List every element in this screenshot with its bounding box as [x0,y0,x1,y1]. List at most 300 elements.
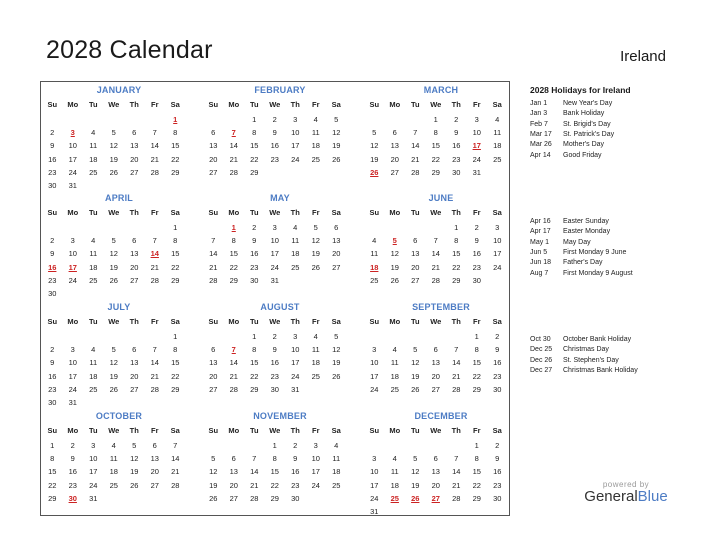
day-cell: 19 [209,480,218,490]
day-cell: 29 [171,167,180,177]
day-cell: 26 [109,167,118,177]
day-cell: 16 [48,371,57,381]
weekday-header: Sa [492,317,502,326]
day-cell: 18 [390,480,399,490]
day-cell: 24 [68,384,77,394]
day-cell: 27 [229,493,238,503]
day-cell: 13 [130,358,139,368]
day-cell: 20 [390,154,399,164]
weekday-header: Sa [170,317,180,326]
day-cell: 12 [130,454,139,464]
day-cell: 30 [493,493,502,503]
weekday-header: Fr [312,208,320,217]
day-cell: 6 [413,236,418,246]
day-cell: 29 [472,384,481,394]
day-cell: 17 [370,480,379,490]
holiday-date: Jan 1 [530,100,548,107]
weekday-header: Tu [88,100,98,109]
day-cell: 12 [332,128,341,138]
day-cell: 14 [452,358,461,368]
day-cell: 4 [91,128,96,138]
day-cell: 3 [293,115,298,124]
weekday-header: Mo [389,100,401,109]
day-cell: 25 [493,154,502,164]
day-cell: 17 [270,249,279,259]
weekday-header: We [108,317,120,326]
holiday-date: Dec 25 [530,346,553,354]
day-cell: 16 [48,154,57,164]
day-cell: 17 [291,141,300,151]
holiday-day-cell: 18 [370,262,379,272]
day-cell: 3 [495,223,500,232]
day-cell: 17 [370,371,379,381]
holiday-item [530,336,631,343]
holiday-item [530,346,609,353]
day-cell: 14 [171,454,180,464]
day-cell: 12 [109,249,118,259]
day-cell: 26 [411,384,420,394]
day-cell: 1 [474,332,479,341]
day-cell: 8 [173,345,178,355]
day-cell: 14 [250,467,259,477]
weekday-header: Mo [389,426,401,435]
day-cell: 12 [209,467,218,477]
day-cell: 14 [209,249,218,259]
day-cell: 5 [211,454,216,464]
day-cell: 1 [454,223,459,232]
day-cell: 19 [130,467,139,477]
holiday-day-cell: 3 [70,128,75,138]
month-title: MAY [270,193,290,203]
day-cell: 11 [89,249,98,259]
day-cell: 26 [130,480,139,490]
day-cell: 23 [493,371,502,381]
day-cell: 10 [493,236,502,246]
holiday-item [530,270,633,277]
month-title: AUGUST [260,302,300,312]
weekday-header: Th [290,426,300,435]
day-cell: 22 [270,480,279,490]
day-cell: 17 [68,371,77,381]
day-cell: 19 [370,154,379,164]
holiday-name: First Monday 9 August [563,269,633,277]
day-cell: 3 [313,441,318,450]
day-cell: 22 [171,371,180,381]
day-cell: 16 [270,141,279,151]
day-cell: 15 [171,141,180,151]
weekday-header: Su [208,317,219,326]
day-cell: 18 [493,141,502,151]
day-cell: 31 [68,398,77,407]
brand-logo [584,480,668,505]
day-cell: 29 [472,493,481,503]
day-cell: 1 [50,441,55,450]
day-cell: 4 [313,115,318,124]
day-cell: 9 [474,236,479,246]
day-cell: 23 [291,480,300,490]
weekday-header: Th [451,208,461,217]
day-cell: 26 [332,154,341,164]
weekday-header: Tu [410,426,420,435]
weekday-header: We [430,208,442,217]
day-cell: 17 [291,358,300,368]
day-cell: 10 [370,467,379,477]
day-cell: 7 [454,454,459,464]
day-cell: 22 [171,262,180,272]
day-cell: 25 [311,154,320,164]
weekday-header: Mo [389,208,401,217]
day-cell: 22 [472,480,481,490]
day-cell: 25 [311,371,320,381]
day-cell: 29 [171,384,180,394]
day-cell: 27 [431,384,440,394]
weekday-header: We [269,426,281,435]
weekday-header: Sa [170,426,180,435]
day-cell: 13 [390,141,399,151]
day-cell: 4 [293,223,298,232]
day-cell: 23 [270,154,279,164]
day-cell: 5 [372,128,377,138]
day-cell: 11 [311,128,320,138]
day-cell: 31 [472,167,481,177]
day-cell: 17 [311,467,320,477]
day-cell: 2 [474,223,479,232]
day-cell: 3 [474,115,479,124]
day-cell: 8 [252,128,257,138]
weekday-header: Tu [410,317,420,326]
day-cell: 7 [211,236,216,246]
holiday-day-cell: 17 [68,262,77,272]
day-cell: 19 [332,141,341,151]
day-cell: 10 [68,249,77,259]
weekday-header: We [269,100,281,109]
day-cell: 29 [431,167,440,177]
day-cell: 13 [332,236,341,246]
holiday-item [530,357,619,364]
day-cell: 4 [372,236,377,246]
day-cell: 5 [413,454,418,464]
day-cell: 30 [472,275,481,285]
day-cell: 31 [89,493,98,503]
day-cell: 8 [433,128,438,138]
day-cell: 15 [48,467,57,477]
day-cell: 16 [68,467,77,477]
holiday-name: Christmas Day [563,346,609,354]
day-cell: 15 [250,141,259,151]
day-cell: 13 [431,467,440,477]
day-cell: 11 [390,358,399,368]
weekday-header: Th [129,317,139,326]
day-cell: 22 [431,154,440,164]
day-cell: 30 [291,493,300,503]
weekday-header: Su [369,426,380,435]
day-cell: 27 [209,384,218,394]
day-cell: 25 [89,275,98,285]
day-cell: 30 [48,398,57,407]
day-cell: 13 [209,141,218,151]
day-cell: 10 [291,345,300,355]
weekday-header: Mo [67,426,79,435]
weekday-header: We [108,208,120,217]
day-cell: 14 [150,358,159,368]
day-cell: 4 [91,236,96,246]
day-cell: 20 [209,371,218,381]
holiday-item [530,259,602,266]
day-cell: 1 [433,115,438,124]
day-cell: 21 [171,467,180,477]
day-cell: 2 [272,332,277,341]
holiday-name: May Day [563,238,591,246]
day-cell: 10 [472,128,481,138]
weekday-header: Sa [170,100,180,109]
weekday-header: We [430,317,442,326]
day-cell: 3 [372,454,377,464]
day-cell: 24 [291,371,300,381]
day-cell: 12 [411,358,420,368]
holiday-name: Father's Day [563,259,603,267]
holiday-date: Dec 26 [530,356,553,364]
day-cell: 16 [250,249,259,259]
day-cell: 6 [334,223,339,232]
day-cell: 28 [229,167,238,177]
holiday-date: Mar 17 [530,130,552,138]
powered-by-text: powered by [602,480,650,489]
day-cell: 21 [209,262,218,272]
day-cell: 18 [390,371,399,381]
day-cell: 16 [472,249,481,259]
day-cell: 26 [332,371,341,381]
holiday-name: Christmas Bank Holiday [563,366,638,374]
day-cell: 24 [68,275,77,285]
day-cell: 5 [132,441,137,450]
holiday-name: St. Stephen's Day [563,356,619,364]
day-cell: 3 [293,332,298,341]
day-cell: 17 [68,154,77,164]
day-cell: 25 [291,262,300,272]
holiday-date: Oct 30 [530,336,551,343]
day-cell: 8 [173,236,178,246]
holiday-date: Jun 5 [530,248,548,256]
day-cell: 18 [109,467,118,477]
day-cell: 11 [493,128,502,138]
day-cell: 8 [231,236,236,246]
day-cell: 16 [493,358,502,368]
holiday-date: Apr 16 [530,218,551,225]
month-title: JULY [107,302,131,312]
holiday-day-cell: 1 [231,223,236,232]
day-cell: 10 [68,358,77,368]
day-cell: 29 [48,493,57,503]
weekday-header: Tu [249,100,259,109]
day-cell: 14 [229,358,238,368]
day-cell: 29 [270,493,279,503]
weekday-header: Th [290,317,300,326]
day-cell: 25 [370,275,379,285]
brand-name-part1: General [584,488,638,505]
holiday-date: May 1 [530,238,550,246]
day-cell: 5 [111,345,116,355]
day-cell: 15 [229,249,238,259]
day-cell: 11 [332,454,341,464]
weekday-header: Tu [88,426,98,435]
day-cell: 21 [452,371,461,381]
day-cell: 22 [452,262,461,272]
month-title: MARCH [423,85,459,95]
day-cell: 27 [390,167,399,177]
day-cell: 3 [372,345,377,355]
weekday-header: Fr [312,317,320,326]
day-cell: 3 [70,345,75,355]
day-cell: 23 [452,154,461,164]
day-cell: 5 [334,332,339,341]
day-cell: 19 [311,249,320,259]
weekday-header: Sa [492,100,502,109]
holiday-name: Mother's Day [563,141,605,149]
weekday-header: Su [208,100,219,109]
day-cell: 19 [390,262,399,272]
day-cell: 21 [431,262,440,272]
day-cell: 20 [130,154,139,164]
day-cell: 13 [411,249,420,259]
weekday-header: Fr [312,426,320,435]
weekday-header: Th [290,208,300,217]
holiday-item [530,100,612,107]
day-cell: 19 [411,371,420,381]
day-cell: 1 [173,332,178,341]
day-cell: 31 [370,507,379,516]
holiday-name: October Bank Holiday [563,336,632,343]
day-cell: 9 [50,141,55,151]
holiday-item [530,131,614,138]
holiday-item [530,110,604,117]
day-cell: 13 [150,454,159,464]
weekday-header: Fr [151,100,159,109]
holiday-date: Jan 3 [530,110,548,118]
holiday-date: Dec 27 [530,366,553,374]
weekday-header: Th [290,100,300,109]
weekday-header: Mo [228,208,240,217]
day-cell: 22 [229,262,238,272]
day-cell: 20 [431,480,440,490]
day-cell: 21 [229,371,238,381]
day-cell: 16 [493,467,502,477]
day-cell: 22 [250,371,259,381]
day-cell: 18 [89,154,98,164]
holiday-name: Good Friday [563,151,602,159]
day-cell: 6 [231,454,236,464]
day-cell: 8 [252,345,257,355]
day-cell: 23 [250,262,259,272]
day-cell: 18 [291,249,300,259]
weekday-header: Tu [410,208,420,217]
day-cell: 11 [291,236,300,246]
weekday-header: Sa [492,208,502,217]
holiday-name: First Monday 9 June [563,248,627,256]
day-cell: 10 [68,141,77,151]
day-cell: 25 [89,167,98,177]
day-cell: 5 [111,128,116,138]
holiday-day-cell: 26 [370,167,379,177]
day-cell: 11 [89,358,98,368]
weekday-header: Tu [88,317,98,326]
day-cell: 11 [370,249,379,259]
day-cell: 15 [171,358,180,368]
holiday-item [530,228,610,235]
day-cell: 23 [48,384,57,394]
day-cell: 15 [270,467,279,477]
day-cell: 24 [493,262,502,272]
weekday-header: Su [369,317,380,326]
day-cell: 7 [152,236,157,246]
day-cell: 29 [229,275,238,285]
holiday-date: Apr 17 [530,228,551,236]
day-cell: 6 [433,454,438,464]
weekday-header: Fr [473,317,481,326]
day-cell: 4 [392,454,397,464]
weekday-header: We [430,426,442,435]
holiday-item [530,239,591,246]
day-cell: 27 [209,167,218,177]
day-cell: 15 [472,467,481,477]
holiday-date: Mar 26 [530,141,552,149]
day-cell: 23 [493,480,502,490]
day-cell: 11 [109,454,118,464]
day-cell: 9 [495,454,500,464]
day-cell: 21 [150,262,159,272]
day-cell: 12 [109,358,118,368]
day-cell: 6 [132,236,137,246]
day-cell: 9 [50,358,55,368]
day-cell: 22 [48,480,57,490]
weekday-header: Mo [389,317,401,326]
holiday-date: Apr 14 [530,151,551,159]
day-cell: 22 [171,154,180,164]
day-cell: 8 [454,236,459,246]
weekday-header: We [269,317,281,326]
weekday-header: Tu [249,208,259,217]
weekday-header: Sa [492,426,502,435]
day-cell: 30 [250,275,259,285]
day-cell: 3 [70,236,75,246]
weekday-header: Su [47,426,58,435]
weekday-header: Tu [249,426,259,435]
weekday-header: Mo [228,317,240,326]
day-cell: 16 [270,358,279,368]
day-cell: 19 [411,480,420,490]
day-cell: 23 [48,167,57,177]
holiday-item [530,141,604,148]
day-cell: 28 [229,384,238,394]
day-cell: 12 [390,249,399,259]
holiday-day-cell: 27 [431,493,440,503]
weekday-header: Sa [331,426,341,435]
day-cell: 12 [109,141,118,151]
weekday-header: Fr [151,317,159,326]
day-cell: 21 [150,154,159,164]
day-cell: 9 [70,454,75,464]
day-cell: 30 [493,384,502,394]
day-cell: 21 [150,371,159,381]
day-cell: 20 [150,467,159,477]
weekday-header: Mo [228,100,240,109]
day-cell: 26 [109,275,118,285]
day-cell: 18 [332,467,341,477]
day-cell: 10 [370,358,379,368]
day-cell: 23 [472,262,481,272]
day-cell: 14 [150,141,159,151]
day-cell: 5 [413,345,418,355]
day-cell: 2 [50,345,55,355]
